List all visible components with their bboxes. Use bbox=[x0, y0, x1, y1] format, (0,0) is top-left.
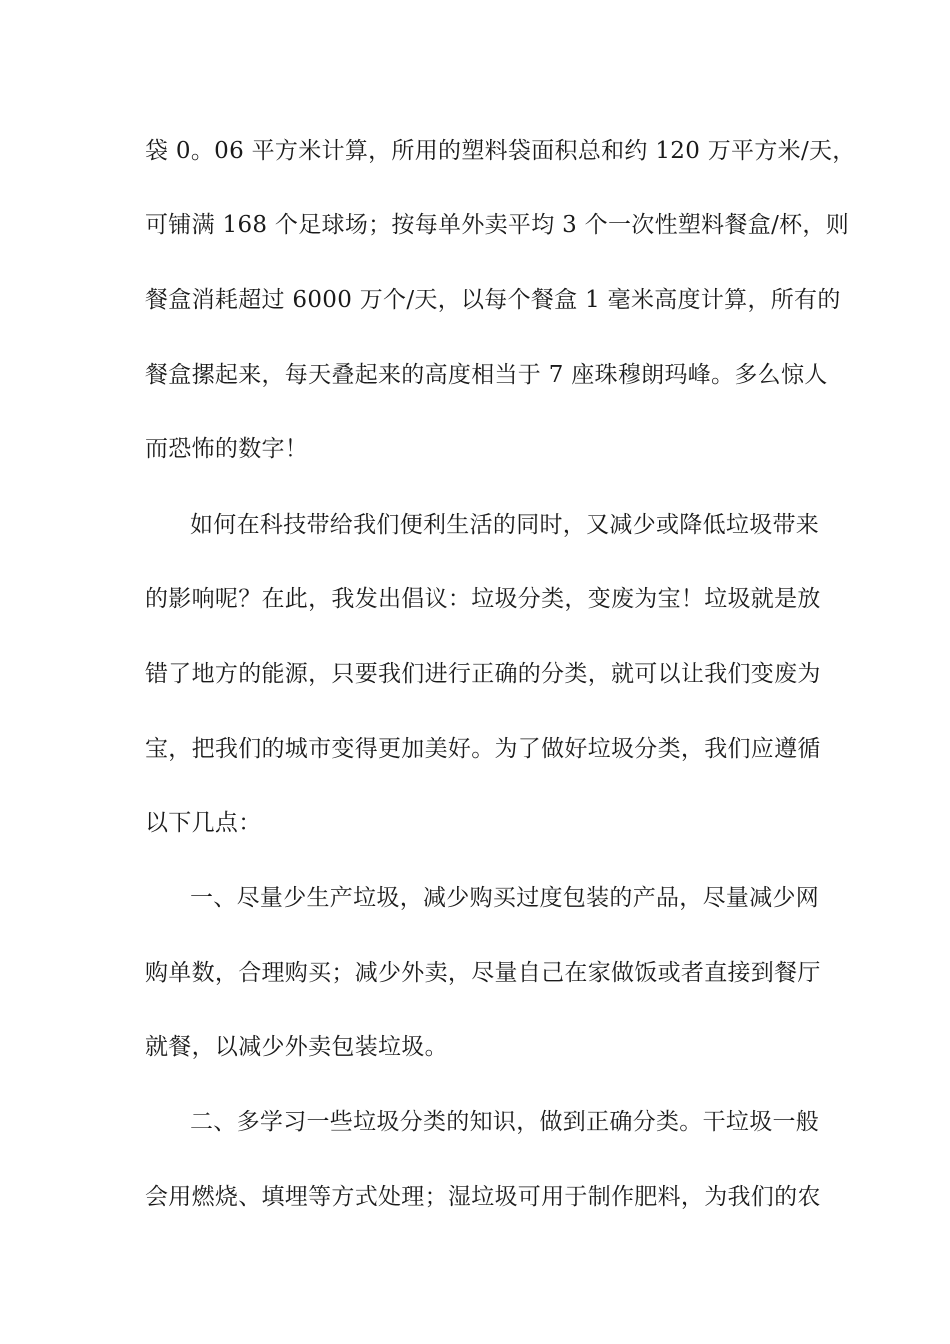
paragraph-line: 会用燃烧、填埋等方式处理；湿垃圾可用于制作肥料，为我们的农 bbox=[145, 1184, 821, 1210]
paragraph-line: 如何在科技带给我们便利生活的同时，又减少或降低垃圾带来 bbox=[190, 512, 820, 538]
paragraph-line: 而恐怖的数字！ bbox=[145, 436, 309, 462]
paragraph-line: 购单数，合理购买；减少外卖，尽量自己在家做饭或者直接到餐厅 bbox=[145, 960, 821, 986]
paragraph-line: 可铺满 168 个足球场；按每单外卖平均 3 个一次性塑料餐盒/杯，则 bbox=[145, 212, 850, 238]
paragraph-line: 以下几点： bbox=[145, 810, 262, 836]
paragraph-line: 一、尽量少生产垃圾，减少购买过度包装的产品，尽量减少网 bbox=[190, 885, 820, 911]
paragraph-line: 就餐，以减少外卖包装垃圾。 bbox=[145, 1034, 448, 1060]
paragraph-line: 的影响呢？在此，我发出倡议：垃圾分类，变废为宝！垃圾就是放 bbox=[145, 586, 821, 612]
paragraph-line: 袋 0。06 平方米计算，所用的塑料袋面积总和约 120 万平方米/天， bbox=[145, 138, 856, 164]
paragraph-line: 餐盒消耗超过 6000 万个/天，以每个餐盒 1 毫米高度计算，所有的 bbox=[145, 287, 841, 313]
paragraph-line: 二、多学习一些垃圾分类的知识，做到正确分类。干垃圾一般 bbox=[190, 1109, 820, 1135]
paragraph-line: 错了地方的能源，只要我们进行正确的分类，就可以让我们变废为 bbox=[145, 661, 821, 687]
paragraph-line: 宝，把我们的城市变得更加美好。为了做好垃圾分类，我们应遵循 bbox=[145, 736, 821, 762]
paragraph-line: 餐盒摞起来，每天叠起来的高度相当于 7 座珠穆朗玛峰。多么惊人 bbox=[145, 362, 828, 388]
